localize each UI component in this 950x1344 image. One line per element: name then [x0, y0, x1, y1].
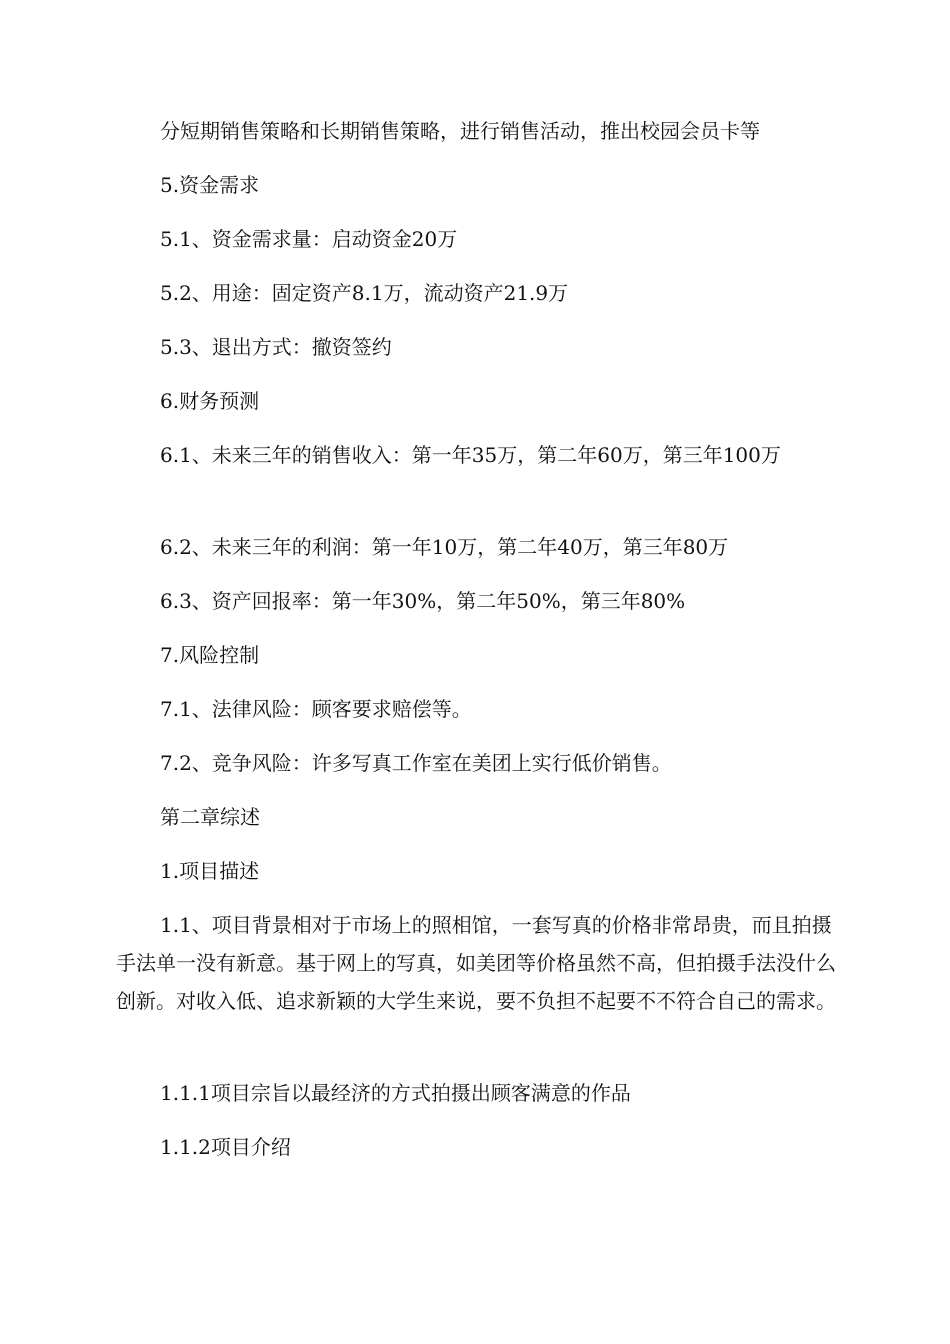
paragraph-sales-strategy: 分短期销售策略和长期销售策略，进行销售活动，推出校园会员卡等 [160, 119, 760, 143]
heading-project-description: 1.项目描述 [160, 859, 260, 883]
paragraph-profit: 6.2、未来三年的利润：第一年10万，第二年40万，第三年80万 [160, 535, 729, 559]
heading-risk-control: 7.风险控制 [160, 643, 260, 667]
paragraph-sales-revenue: 6.1、未来三年的销售收入：第一年35万，第二年60万，第三年100万 [160, 443, 781, 467]
heading-chapter-two: 第二章综述 [160, 805, 260, 829]
paragraph-competition-risk: 7.2、竞争风险：许多写真工作室在美团上实行低价销售。 [160, 751, 672, 775]
paragraph-return-rate: 6.3、资产回报率：第一年30%，第二年50%，第三年80% [160, 589, 686, 613]
paragraph-funding-amount: 5.1、资金需求量：启动资金20万 [160, 227, 458, 251]
paragraph-project-purpose: 1.1.1项目宗旨以最经济的方式拍摄出顾客满意的作品 [160, 1081, 631, 1105]
heading-financial-forecast: 6.财务预测 [160, 389, 260, 413]
paragraph-funding-use: 5.2、用途：固定资产8.1万，流动资产21.9万 [160, 281, 569, 305]
paragraph-legal-risk: 7.1、法律风险：顾客要求赔偿等。 [160, 697, 472, 721]
heading-funding-needs: 5.资金需求 [160, 173, 260, 197]
paragraph-exit-method: 5.3、退出方式：撤资签约 [160, 335, 392, 359]
paragraph-project-background: 1.1、项目背景相对于市场上的照相馆，一套写真的价格非常昂贵，而且拍摄手法单一没有新意。基于网上的写真，如美团等价格虽然不高，但拍摄手法没什么创新。对收入低、追求新颖的大学生来说，要不负担不起要不不符合自己的需求。 [116, 913, 836, 1013]
heading-project-introduction: 1.1.2项目介绍 [160, 1135, 291, 1159]
